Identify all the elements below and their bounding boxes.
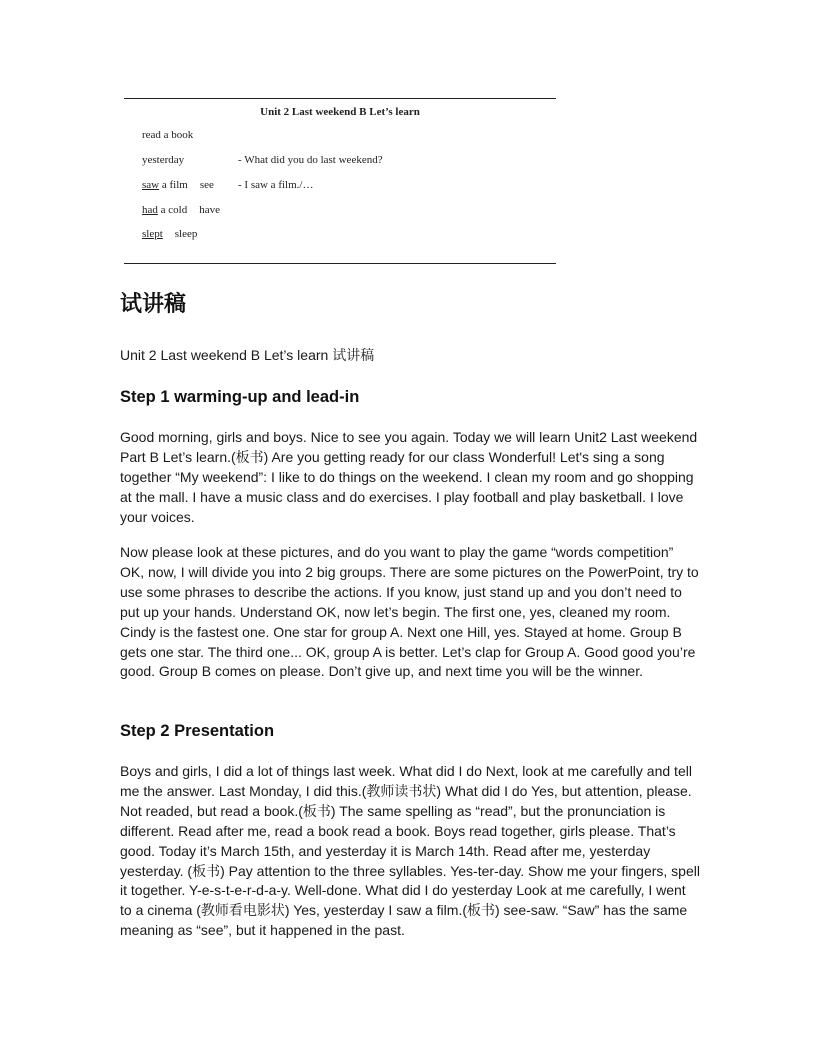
board-phrase: read a book <box>142 129 194 141</box>
step1-heading: Step 1 warming-up and lead-in <box>120 388 360 406</box>
board-line-had-a-cold <box>142 204 220 216</box>
board-line-slept <box>142 228 197 240</box>
board-base-verb: have <box>199 204 220 216</box>
board-phrase: a film <box>159 179 188 191</box>
board-past-verb: had <box>142 204 158 216</box>
board-past-verb: saw <box>142 179 160 191</box>
board-title: Unit 2 Last weekend B Let’s learn <box>260 106 420 118</box>
board-past-verb: slept <box>142 228 163 240</box>
board-question: - What did you do last weekend? <box>238 154 383 166</box>
board-base-verb: see <box>199 179 214 191</box>
blackboard-design <box>124 98 556 264</box>
step1-paragraph-1: Good morning, girls and boys. Nice to see you again. Today we will learn Unit2 Last weekend Part B Let’s learn.(板书) Are you getting ready for our class Wonderful! Let's sing a song together “My weekend”: I like to do things on the weekend. I clean my room and go shopping at the mall. I have a music class and do exercises. I play football and play basketball. I love your voices. <box>120 429 698 525</box>
board-phrase: yesterday <box>142 154 185 166</box>
board-line-saw-a-film <box>142 179 214 191</box>
step1-paragraph-2: Now please look at these pictures, and do you want to play the game “words competition” OK, now, I will divide you into 2 big groups. There are some pictures on the PowerPoint, try to use some phrases to describe the actions. If you know, just stand up and you don’t need to put up your hands. Understand OK, now let’s begin. The first one, yes, cleaned my room. Cindy is the fastest one. One star for group A. Next one Hill, yes. Stayed at home. Group B gets one star. The third one... OK, group A is better. Let’s clap for Group A. Good good you’re good. Group B comes on please. Don’t give up, and next time you will be the winner. <box>120 544 699 680</box>
step2-paragraph-1: Boys and girls, I did a lot of things last week. What did I do Next, look at me carefully and tell me the answer. Last Monday, I did this.(教师读书状) What did I do Yes, but attention, please. Not readed, but read a book.(板书) The same spelling as “read”, but the pronunciation is different. Read after me, read a book read a book. Boys read together, girls please. That’s good. Today it’s March 15th, and yesterday it is March 14th. Read after me, yesterday yesterday. (板书) Pay attention to the three syllables. Yes-ter-day. Show me your fingers, spell it together. Y-e-s-t-e-r-d-a-y. Well-done. What did I do yesterday Look at me carefully, I went to a cinema (教师看电影状) Yes, yesterday I saw a film.(板书) see-saw. “Saw” has the same meaning as “see”, but it happened in the past. <box>120 763 700 939</box>
board-line-yesterday <box>142 154 184 166</box>
board-base-verb: sleep <box>174 228 198 240</box>
board-answer: - I saw a film./… <box>238 179 314 191</box>
step2-heading: Step 2 Presentation <box>120 722 275 740</box>
board-phrase: a cold <box>157 204 188 216</box>
board-line-read-a-book <box>142 129 193 141</box>
document-subtitle: Unit 2 Last weekend B Let’s learn 试讲稿 <box>120 347 375 363</box>
page-title: 试讲稿 <box>120 292 187 317</box>
